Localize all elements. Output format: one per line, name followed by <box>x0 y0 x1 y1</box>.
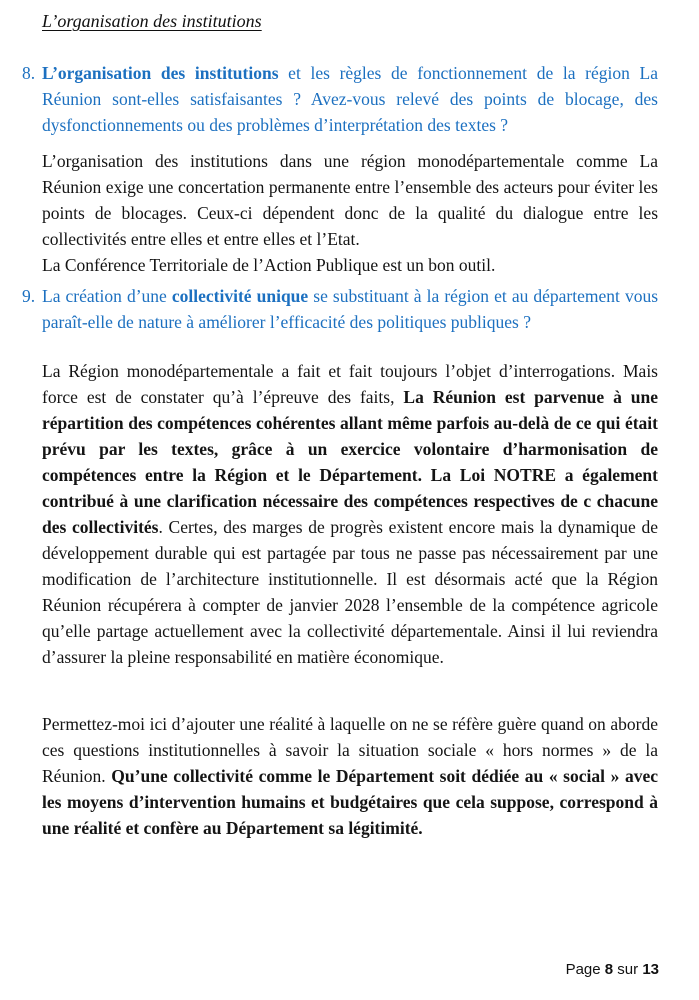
question-8-text <box>42 60 658 138</box>
closing-paragraph <box>42 711 658 841</box>
question-9-lead-segment: La création d’une <box>42 286 172 306</box>
question-8-regular-segment: et les règles de fonctionnement de la région La Réunion sont-elles satisfaisantes ? Avez-vous relevé des points de blocage, des dysfonctionnements ou des problèmes d’interprétation des textes ? <box>42 63 658 135</box>
answer-9-lead-segment: La Région monodépartementale a fait et fait toujours l’objet d’interrogations. Mais force est de constater qu’à l’épreuve des faits, <box>42 361 658 407</box>
answer-9-trail-segment: . Certes, des marges de progrès existent encore mais la dynamique de développement durable qui est partagée par tous ne passe pas nécessairement par une modification de l’architecture institutionnelle. Il est désormais acté que la Région Réunion récupérera à compter de janvier 2028 l’ensemble de la compétence agricole qu’elle partage actuellement avec la collectivité départementale. Ainsi il lui reviendra d’assurer la pleine responsabilité en matière économique. <box>42 517 658 667</box>
question-9-bold-segment: collectivité unique <box>171 286 309 306</box>
page-number-footer <box>566 957 659 983</box>
question-9-number: 9. <box>22 286 36 306</box>
question-9-text <box>42 283 658 335</box>
question-9 <box>22 283 658 335</box>
answer-9-paragraph <box>42 358 658 670</box>
section-heading: L’organisation des institutions <box>42 11 262 31</box>
question-8-bold-segment: L’organisation des institutions <box>42 63 279 83</box>
question-8-number: 8. <box>22 63 36 83</box>
closing-lead-segment: Permettez-moi ici d’ajouter une réalité à laquelle on ne se réfère guère quand on aborde ces questions institutionnelles à savoir la situation sociale « hors normes » de la Réunion. <box>42 714 658 786</box>
footer-separator: sur <box>617 961 639 978</box>
question-9-trail-segment: se substituant à la région et au département vous paraît-elle de nature à améliorer l’efficacité des politiques publiques ? <box>42 286 659 332</box>
answer-8-paragraph-2: La Conférence Territoriale de l’Action Publique est un bon outil. <box>42 255 496 275</box>
footer-total-pages: 13 <box>642 961 659 978</box>
footer-page-number: 8 <box>604 961 614 978</box>
question-8 <box>22 60 658 138</box>
answer-9-bold-segment: La Réunion est parvenue à une répartition des compétences cohérentes allant même parfois au-delà de ce qui était prévu par les textes, grâce à un exercice volontaire d’harmonisation de compétences entre la Région et le Département. La Loi NOTRE a également contribué à une clarification nécessaire des compétences respectives de c chacune des collectivités <box>42 387 658 537</box>
closing-bold-segment: Qu’une collectivité comme le Département soit dédiée au « social » avec les moyens d’intervention humains et budgétaires que cela suppose, correspond à une réalité et confère au Département sa légitimité. <box>42 766 658 838</box>
answer-8-paragraph-1: L’organisation des institutions dans une région monodépartementale comme La Réunion exige une concertation permanente entre l’ensemble des acteurs pour éviter les points de blocages. Ceux-ci dépendent donc de la qualité du dialogue entre les collectivités entre elles et entre elles et l’Etat. <box>42 151 658 249</box>
footer-page-word: Page <box>565 961 601 978</box>
